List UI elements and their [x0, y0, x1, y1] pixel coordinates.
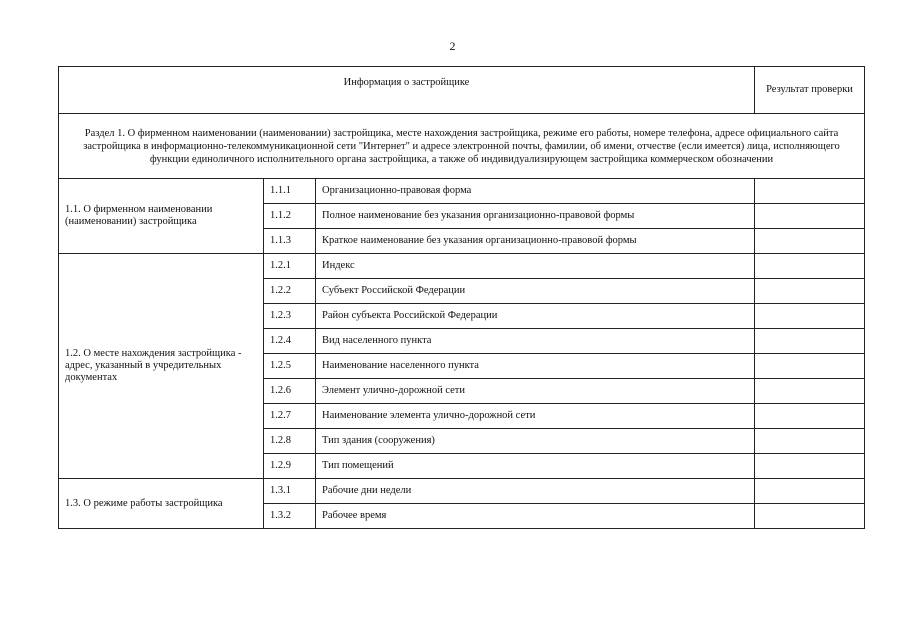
- item-name: Субъект Российской Федерации: [316, 279, 755, 304]
- table-row: [59, 479, 865, 504]
- item-name: Район субъекта Российской Федерации: [316, 304, 755, 329]
- item-result-cell: [755, 279, 865, 304]
- item-number: 1.2.6: [264, 379, 316, 404]
- item-name: Наименование элемента улично-дорожной сети: [316, 404, 755, 429]
- item-number: 1.2.3: [264, 304, 316, 329]
- item-number: 1.3.2: [264, 504, 316, 529]
- table-header-row: [59, 67, 865, 114]
- table-body: [59, 114, 865, 529]
- item-result-cell: [755, 179, 865, 204]
- item-name: Вид населенного пункта: [316, 329, 755, 354]
- item-name: Рабочие дни недели: [316, 479, 755, 504]
- item-number: 1.1.3: [264, 229, 316, 254]
- table-row: [59, 254, 865, 279]
- item-name: Наименование населенного пункта: [316, 354, 755, 379]
- item-result-cell: [755, 379, 865, 404]
- item-name: Полное наименование без указания организационно-правовой формы: [316, 204, 755, 229]
- item-result-cell: [755, 329, 865, 354]
- item-number: 1.3.1: [264, 479, 316, 504]
- item-name: Краткое наименование без указания организационно-правовой формы: [316, 229, 755, 254]
- item-name: Рабочее время: [316, 504, 755, 529]
- item-name: Организационно-правовая форма: [316, 179, 755, 204]
- group-label: 1.2. О месте нахождения застройщика - адрес, указанный в учредительных документах: [59, 254, 264, 479]
- item-number: 1.2.2: [264, 279, 316, 304]
- item-result-cell: [755, 229, 865, 254]
- item-result-cell: [755, 354, 865, 379]
- item-number: 1.2.7: [264, 404, 316, 429]
- item-number: 1.2.8: [264, 429, 316, 454]
- section-title-row: [59, 114, 865, 179]
- item-number: 1.2.1: [264, 254, 316, 279]
- item-name: Индекс: [316, 254, 755, 279]
- item-number: 1.1.2: [264, 204, 316, 229]
- item-name: Тип здания (сооружения): [316, 429, 755, 454]
- item-number: 1.2.5: [264, 354, 316, 379]
- page-number: 2: [449, 39, 456, 53]
- item-result-cell: [755, 204, 865, 229]
- item-result-cell: [755, 454, 865, 479]
- item-result-cell: [755, 254, 865, 279]
- item-name: Элемент улично-дорожной сети: [316, 379, 755, 404]
- item-result-cell: [755, 429, 865, 454]
- table-row: [59, 179, 865, 204]
- group-label: 1.3. О режиме работы застройщика: [59, 479, 264, 529]
- item-result-cell: [755, 404, 865, 429]
- item-number: 1.1.1: [264, 179, 316, 204]
- section-title: Раздел 1. О фирменном наименовании (наименовании) застройщика, месте нахождения застройщика, режиме его работы, номере телефона, адресе официального сайта застройщика в информационно-телекоммуникационной сети "Интернет" и адресе электронной почты, фамилии, об имени, отчестве (если имеется) лица, исполняющего функции единоличного исполнительного органа застройщика, а также об индивидуализирующем застройщика коммерческом обозначении: [59, 114, 865, 179]
- group-label: 1.1. О фирменном наименовании (наименовании) застройщика: [59, 179, 264, 254]
- header-result-cell: Результат проверки: [755, 67, 865, 114]
- item-result-cell: [755, 479, 865, 504]
- item-number: 1.2.4: [264, 329, 316, 354]
- header-info-cell: Информация о застройщике: [59, 67, 755, 114]
- item-result-cell: [755, 504, 865, 529]
- item-number: 1.2.9: [264, 454, 316, 479]
- item-result-cell: [755, 304, 865, 329]
- developer-info-table: [58, 66, 865, 529]
- item-name: Тип помещений: [316, 454, 755, 479]
